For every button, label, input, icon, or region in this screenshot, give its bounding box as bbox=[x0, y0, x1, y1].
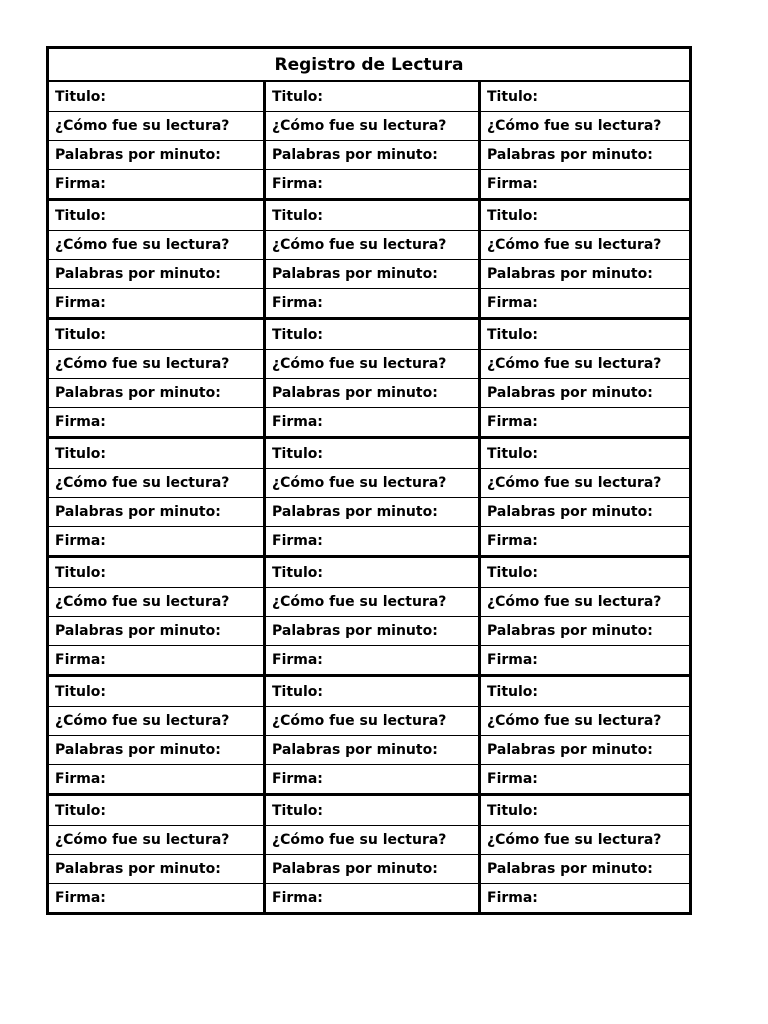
field-palabras: Palabras por minuto: bbox=[49, 259, 263, 288]
field-palabras: Palabras por minuto: bbox=[49, 854, 263, 883]
field-como: ¿Cómo fue su lectura? bbox=[266, 706, 478, 735]
field-titulo: Titulo: bbox=[487, 88, 539, 105]
log-entry bbox=[263, 796, 478, 912]
field-titulo: Titulo: bbox=[55, 802, 107, 819]
log-entry bbox=[478, 82, 689, 198]
field-palabras: Palabras por minuto: bbox=[266, 259, 478, 288]
field-como: ¿Cómo fue su lectura? bbox=[49, 825, 263, 854]
field-como: ¿Cómo fue su lectura? bbox=[266, 587, 478, 616]
field-palabras: Palabras por minuto: bbox=[481, 259, 689, 288]
field-firma: Firma: bbox=[49, 526, 263, 555]
field-como: ¿Cómo fue su lectura? bbox=[266, 349, 478, 378]
field-titulo: Titulo: bbox=[272, 88, 324, 105]
log-entry bbox=[263, 82, 478, 198]
log-entry bbox=[49, 796, 263, 912]
field-firma: Firma: bbox=[481, 526, 689, 555]
reading-log-table bbox=[46, 46, 692, 915]
field-titulo: Titulo: bbox=[487, 564, 539, 581]
field-titulo: Titulo: bbox=[55, 683, 107, 700]
field-como: ¿Cómo fue su lectura? bbox=[49, 468, 263, 497]
log-entry bbox=[49, 320, 263, 436]
field-firma: Firma: bbox=[481, 169, 689, 198]
field-titulo: Titulo: bbox=[272, 445, 324, 462]
log-row-group bbox=[49, 198, 689, 317]
field-firma: Firma: bbox=[266, 288, 478, 317]
field-firma: Firma: bbox=[49, 883, 263, 912]
field-palabras: Palabras por minuto: bbox=[266, 378, 478, 407]
field-firma: Firma: bbox=[49, 169, 263, 198]
field-firma: Firma: bbox=[481, 764, 689, 793]
field-como: ¿Cómo fue su lectura? bbox=[49, 587, 263, 616]
log-entry bbox=[49, 439, 263, 555]
field-palabras: Palabras por minuto: bbox=[481, 616, 689, 645]
field-titulo: Titulo: bbox=[487, 445, 539, 462]
log-entry bbox=[263, 201, 478, 317]
log-entry bbox=[49, 677, 263, 793]
field-como: ¿Cómo fue su lectura? bbox=[266, 468, 478, 497]
log-entry bbox=[478, 558, 689, 674]
field-como: ¿Cómo fue su lectura? bbox=[481, 111, 689, 140]
log-entry bbox=[49, 201, 263, 317]
field-palabras: Palabras por minuto: bbox=[49, 378, 263, 407]
field-palabras: Palabras por minuto: bbox=[481, 735, 689, 764]
field-titulo: Titulo: bbox=[272, 326, 324, 343]
field-firma: Firma: bbox=[481, 883, 689, 912]
log-entry bbox=[263, 320, 478, 436]
field-palabras: Palabras por minuto: bbox=[266, 854, 478, 883]
field-titulo: Titulo: bbox=[487, 802, 539, 819]
field-titulo: Titulo: bbox=[55, 326, 107, 343]
log-blocks bbox=[49, 82, 689, 912]
log-row-group bbox=[49, 82, 689, 198]
field-firma: Firma: bbox=[266, 407, 478, 436]
field-como: ¿Cómo fue su lectura? bbox=[266, 825, 478, 854]
field-como: ¿Cómo fue su lectura? bbox=[266, 111, 478, 140]
field-firma: Firma: bbox=[266, 526, 478, 555]
field-como: ¿Cómo fue su lectura? bbox=[481, 706, 689, 735]
log-row-group bbox=[49, 436, 689, 555]
log-entry bbox=[478, 439, 689, 555]
log-row-group bbox=[49, 555, 689, 674]
field-firma: Firma: bbox=[481, 288, 689, 317]
field-como: ¿Cómo fue su lectura? bbox=[49, 111, 263, 140]
field-como: ¿Cómo fue su lectura? bbox=[49, 706, 263, 735]
field-firma: Firma: bbox=[49, 764, 263, 793]
field-como: ¿Cómo fue su lectura? bbox=[49, 230, 263, 259]
field-titulo: Titulo: bbox=[272, 207, 324, 224]
log-entry bbox=[263, 439, 478, 555]
field-titulo: Titulo: bbox=[272, 802, 324, 819]
field-firma: Firma: bbox=[481, 645, 689, 674]
field-titulo: Titulo: bbox=[487, 683, 539, 700]
field-palabras: Palabras por minuto: bbox=[49, 497, 263, 526]
field-titulo: Titulo: bbox=[487, 326, 539, 343]
log-entry bbox=[49, 558, 263, 674]
field-titulo: Titulo: bbox=[55, 207, 107, 224]
field-como: ¿Cómo fue su lectura? bbox=[481, 349, 689, 378]
field-como: ¿Cómo fue su lectura? bbox=[49, 349, 263, 378]
field-titulo: Titulo: bbox=[55, 88, 107, 105]
log-entry bbox=[478, 796, 689, 912]
field-firma: Firma: bbox=[266, 645, 478, 674]
field-titulo: Titulo: bbox=[272, 683, 324, 700]
log-row-group bbox=[49, 317, 689, 436]
log-entry bbox=[478, 201, 689, 317]
field-palabras: Palabras por minuto: bbox=[266, 616, 478, 645]
field-palabras: Palabras por minuto: bbox=[481, 378, 689, 407]
field-palabras: Palabras por minuto: bbox=[49, 735, 263, 764]
log-entry bbox=[49, 82, 263, 198]
log-entry bbox=[478, 677, 689, 793]
field-titulo: Titulo: bbox=[487, 207, 539, 224]
log-entry bbox=[263, 558, 478, 674]
field-palabras: Palabras por minuto: bbox=[266, 140, 478, 169]
field-palabras: Palabras por minuto: bbox=[266, 735, 478, 764]
log-row-group bbox=[49, 674, 689, 793]
field-firma: Firma: bbox=[266, 169, 478, 198]
field-firma: Firma: bbox=[49, 288, 263, 317]
field-firma: Firma: bbox=[481, 407, 689, 436]
field-palabras: Palabras por minuto: bbox=[266, 497, 478, 526]
field-como: ¿Cómo fue su lectura? bbox=[266, 230, 478, 259]
field-titulo: Titulo: bbox=[272, 564, 324, 581]
log-row-group bbox=[49, 793, 689, 912]
field-palabras: Palabras por minuto: bbox=[481, 854, 689, 883]
field-titulo: Titulo: bbox=[55, 564, 107, 581]
field-titulo: Titulo: bbox=[55, 445, 107, 462]
field-firma: Firma: bbox=[266, 764, 478, 793]
log-title: Registro de Lectura bbox=[49, 49, 689, 82]
field-palabras: Palabras por minuto: bbox=[49, 140, 263, 169]
field-como: ¿Cómo fue su lectura? bbox=[481, 230, 689, 259]
log-entry bbox=[478, 320, 689, 436]
field-palabras: Palabras por minuto: bbox=[481, 140, 689, 169]
field-firma: Firma: bbox=[49, 645, 263, 674]
field-como: ¿Cómo fue su lectura? bbox=[481, 468, 689, 497]
field-como: ¿Cómo fue su lectura? bbox=[481, 825, 689, 854]
field-firma: Firma: bbox=[266, 883, 478, 912]
field-firma: Firma: bbox=[49, 407, 263, 436]
log-entry bbox=[263, 677, 478, 793]
field-palabras: Palabras por minuto: bbox=[49, 616, 263, 645]
field-palabras: Palabras por minuto: bbox=[481, 497, 689, 526]
field-como: ¿Cómo fue su lectura? bbox=[481, 587, 689, 616]
